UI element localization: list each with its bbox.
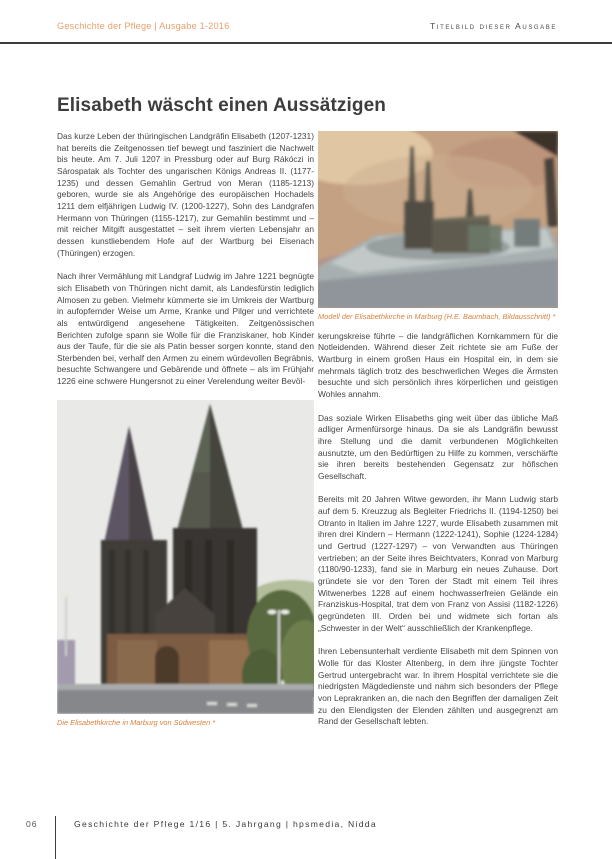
paragraph: Das soziale Wirken Elisabeths ging weit über das übliche Maß adliger Armenfürsorge hinaus. Da sie als Landgräfin bewusst ihre Stellung und die damit verbundenen Möglichkeiten ausnutzte, um den Bedürftigen zu Hilfe zu kommen, verschärfte sie ihren bereits bestehenden Gegensatz zur höfischen Gesellschaft. xyxy=(318,412,558,481)
footer-text: Geschichte der Pflege 1/16 | 5. Jahrgang | hpsmedia, Nidda xyxy=(74,819,377,829)
figure-caption: Die Elisabethkirche in Marburg von Südwesten * xyxy=(57,717,216,727)
paragraph: Ihren Lebensunterhalt verdiente Elisabeth mit dem Spinnen von Wolle für das Kloster Altenberg, in dem ihre jüngste Tochter Gertrud untergebracht war. In ihrem Hospital verrichtete sie die niedrigsten Mägdedienste und nahm sich besonders der Pflege von Leprakranken an, die nach den Begriffen der damaligen Zeit zu den Elendigsten der Elenden zählten und ausgegrenzt am Rand der Gesellschaft lebten. xyxy=(318,646,558,727)
journal-name: Geschichte der Pflege | Ausgabe 1-2016 xyxy=(57,21,230,31)
article-column-right xyxy=(318,131,558,728)
paragraph: Nach ihrer Vermählung mit Landgraf Ludwig im Jahre 1221 begnügte sich Elisabeth von Thüringen nicht damit, als Landesfürstin lediglich Almosen zu geben. Vielmehr kümmerte sie im Umkreis der Wartburg in aufopfernder Weise um Arme, Kranke und Pilger und verrichtete als entwürdigend angesehene Tätigkeiten. Zeitgenössischen Berichten zufolge spann sie Wolle für die Franziskaner, hob Kinder aus der Taufe, für die sie als Patin besser sorgen konnte, stand den Sterbenden bei, verhalf den Armen zu einem würdevollen Begräbnis, besuchte Schwangere und Gebärende und öffnete – als im Frühjahr 1226 eine schwere Hungersnot zu einer Verelendung weiter Bevöl- xyxy=(57,271,314,387)
church-photo-illustration xyxy=(57,400,314,714)
paragraph: Bereits mit 20 Jahren Witwe geworden, ihr Mann Ludwig starb auf dem 5. Kreuzzug als Begleiter Friedrichs II. (1194-1250) bei Otranto in Italien im Jahre 1227, wurde Elisabeth zusammen mit ihren drei Kindern – Hermann (1222-1241), Sophie (1224-1284) und Gertrud (1227-1297) – von Verwandten aus Thüringen vertrieben; an der Seite ihres Beichtvaters, Konrad von Marburg (1180/90-1233), fand sie in Marburg ein neues Zuhause. Dort gründete sie vor den Toren der Stadt mit einem Teil ihres Witwenerbes 1228 auf einem hochwasserfreien Gelände ein Franziskus-Hospital, trat dem von Franz von Assisi (1182-1226) gegründeten III. Orden bei und widmete sich fortan als „Schwester in der Welt“ ausschließlich der Krankenpflege. xyxy=(318,494,558,633)
article-column-left xyxy=(57,131,314,727)
figure-model-photo xyxy=(318,131,558,322)
figure-caption: Modell der Elisabethkirche in Marburg (H.E. Baumbach, Bildausschnitt) * xyxy=(318,312,556,321)
paragraph: kerungskreise führte – die landgräflichen Kornkammern für die Notleidenden. Während dieser Zeit richtete sie am Fuße der Wartburg in einem großen Haus ein Hospital ein, in dem sie mehrmals täglich trotz des beschwerlichen Weges die Ärmsten besuchte und sich persönlich ihres körperlichen und geistigen Wohles annahm. xyxy=(318,330,558,399)
section-label: Titelbild dieser Ausgabe xyxy=(429,21,557,31)
page-title: Elisabeth wäscht einen Aussätzigen xyxy=(57,94,386,116)
footer-divider xyxy=(55,816,56,859)
header-rule xyxy=(0,42,612,44)
figure-church-photo xyxy=(57,400,314,728)
model-photo-illustration xyxy=(318,131,558,308)
paragraph: Das kurze Leben der thüringischen Landgräfin Elisabeth (1207-1231) hat bereits die Zeitgenossen tief bewegt und fasziniert die Nachwelt bis heute. Am 7. Juli 1207 in Pressburg oder auf Burg Rákóczi in Sárospatak als Tochter des ungarischen Königs Andreas II. (1177-1235) und dessen Gemahlin Gertrud von Meran (1185-1213) geboren, wurde sie als Angehörige des europäischen Hochadels 1211 dem elfjährigen Ludwig IV. (1200-1227), Sohn des Landgrafen Hermann von Thüringen (1155-1217), zur Gemahlin bestimmt und – mit reicher Mitgift ausgestattet – seit ihrem vierten Lebensjahr an dessen kunstliebendem Hofe auf der Wartburg bei Eisenach (Thüringen) erzogen. xyxy=(57,131,314,258)
page-number: 06 xyxy=(26,819,38,829)
